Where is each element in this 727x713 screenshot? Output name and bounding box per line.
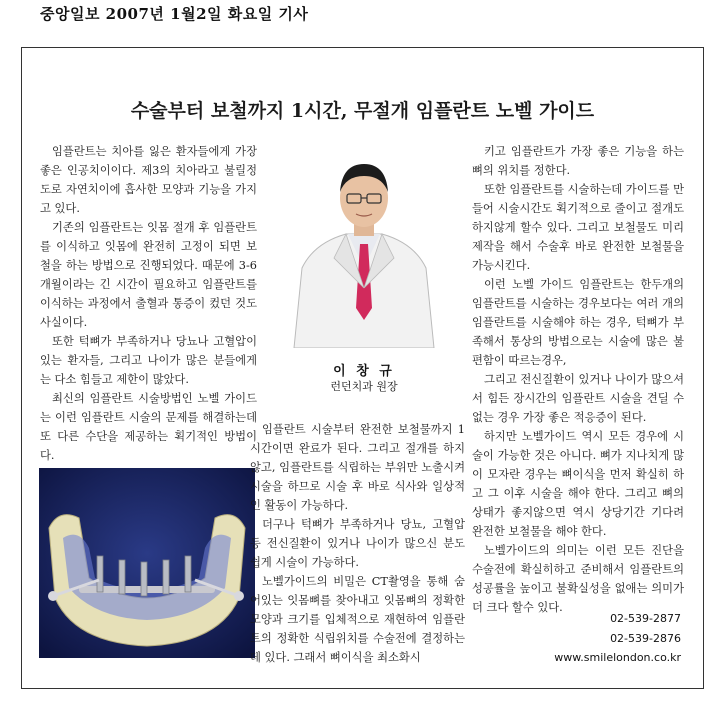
- paragraph: 노벨가이드의 비밀은 CT촬영을 통해 숨어있는 잇몸뼈를 찾아내고 잇몸뼈의 정확한 모양과 크기를 입체적으로 재현하여 임플란트의 정확한 식립위치를 수술전에 결정하는 데 있다. 그래서 뼈이식을 최소화시: [250, 575, 465, 664]
- phone-number-1: 02-539-2877: [610, 612, 681, 625]
- article-column-3: [472, 142, 684, 617]
- paragraph: 또한 임플란트를 시술하는데 가이드를 만들어 시술시간도 획기적으로 줄이고 절개도 하지않게 할수 있다. 그리고 보철물도 미리 제작을 해서 수술후 바로 완전한 보철물을 가능시킨다.: [472, 183, 684, 272]
- paragraph: 임플란트는 치아를 잃은 환자들에게 가장 좋은 인공치이이다. 제3의 치아라고 불릴정도로 자연치이에 흡사한 모양과 기능을 가지고 있다.: [40, 145, 257, 215]
- paragraph: 더구나 턱뼈가 부족하거나 당뇨, 고혈압 등 전신질환이 있거나 나이가 많으신 분도 쉽게 시술이 가능하다.: [250, 518, 465, 569]
- website-link[interactable]: www.smilelondon.co.kr: [554, 651, 681, 664]
- doctor-photo: [284, 148, 444, 348]
- article-column-1: [40, 142, 257, 465]
- doctor-role: 런던치과 원장: [330, 380, 398, 393]
- paragraph: 또한 턱뼈가 부족하거나 당뇨나 고혈압이 있는 환자들, 그리고 나이가 많은 분들에게는 다소 힘들고 제한이 많았다.: [40, 335, 257, 386]
- phone-number-2: 02-539-2876: [610, 632, 681, 645]
- article-frame: [21, 47, 704, 689]
- paragraph: 기존의 임플란트는 잇몸 절개 후 임플란트를 이식하고 잇몸에 완전히 고정이 되면 보철을 하는 방법으로 진행되었다. 때문에 3-6개월이라는 긴 시간이 필요하고 임플란트를 이식하는 과정에서 출혈과 통증이 컸던 것도 사실이다.: [40, 221, 257, 329]
- article-title: 수술부터 보철까지 1시간, 무절개 임플란트 노벨 가이드: [130, 100, 595, 122]
- article-column-2: [250, 420, 465, 667]
- paragraph: 키고 임플란트가 가장 좋은 기능을 하는 뼈의 위치를 정한다.: [472, 145, 684, 177]
- doctor-name: 이 창 규: [333, 364, 395, 379]
- paragraph: 그리고 전신질환이 있거나 나이가 많으셔서 힘든 장시간의 임플란트 시술을 견딜 수 없는 경우 가장 좋은 적응증이 된다.: [472, 373, 684, 424]
- paragraph: 이런 노벨 가이드 임플란트는 한두개의 임플란트를 시술하는 경우보다는 여러 개의 임플란트를 시술해야 하는 경우, 턱뼈가 부족해서 통상의 방법으로는 시술에 많은 불편함이 따르는경우,: [472, 278, 684, 367]
- paragraph: 임플란트 시술부터 완전한 보철물까지 1시간이면 완료가 된다. 그리고 절개를 하지않고, 임플란트를 식립하는 부위만 노출시켜 시술을 하므로 시술 후 바로 식사와 일상적인 활동이 가능하다.: [250, 423, 465, 512]
- dental-implant-image: [39, 468, 255, 658]
- paragraph: 노벨가이드의 의미는 이런 모든 진단을 수술전에 확실히하고 준비해서 임플란트의 성공률을 높이고 불확실성을 없애는 의미가 더 크다 할수 있다.: [472, 544, 684, 614]
- paragraph: 하지만 노벨가이드 역시 모든 경우에 시술이 가능한 것은 아니다. 뼈가 지나치게 많이 모자란 경우는 뼈이식을 먼저 확실히 하고 그 이후 시술을 해야 한다. 그리고 뼈의 상태가 좋지않으면 역시 상당기간 기다려 완전한 보철물을 해야 한다.: [472, 430, 684, 538]
- newspaper-header: 중앙일보 2007년 1월2일 화요일 기사: [40, 5, 309, 23]
- paragraph: 최신의 임플란트 시술방법인 노벨 가이드는 이런 임플란트 시술의 문제를 해결하는데 또 다른 수단을 제공하는 획기적인 방법이다.: [40, 392, 257, 462]
